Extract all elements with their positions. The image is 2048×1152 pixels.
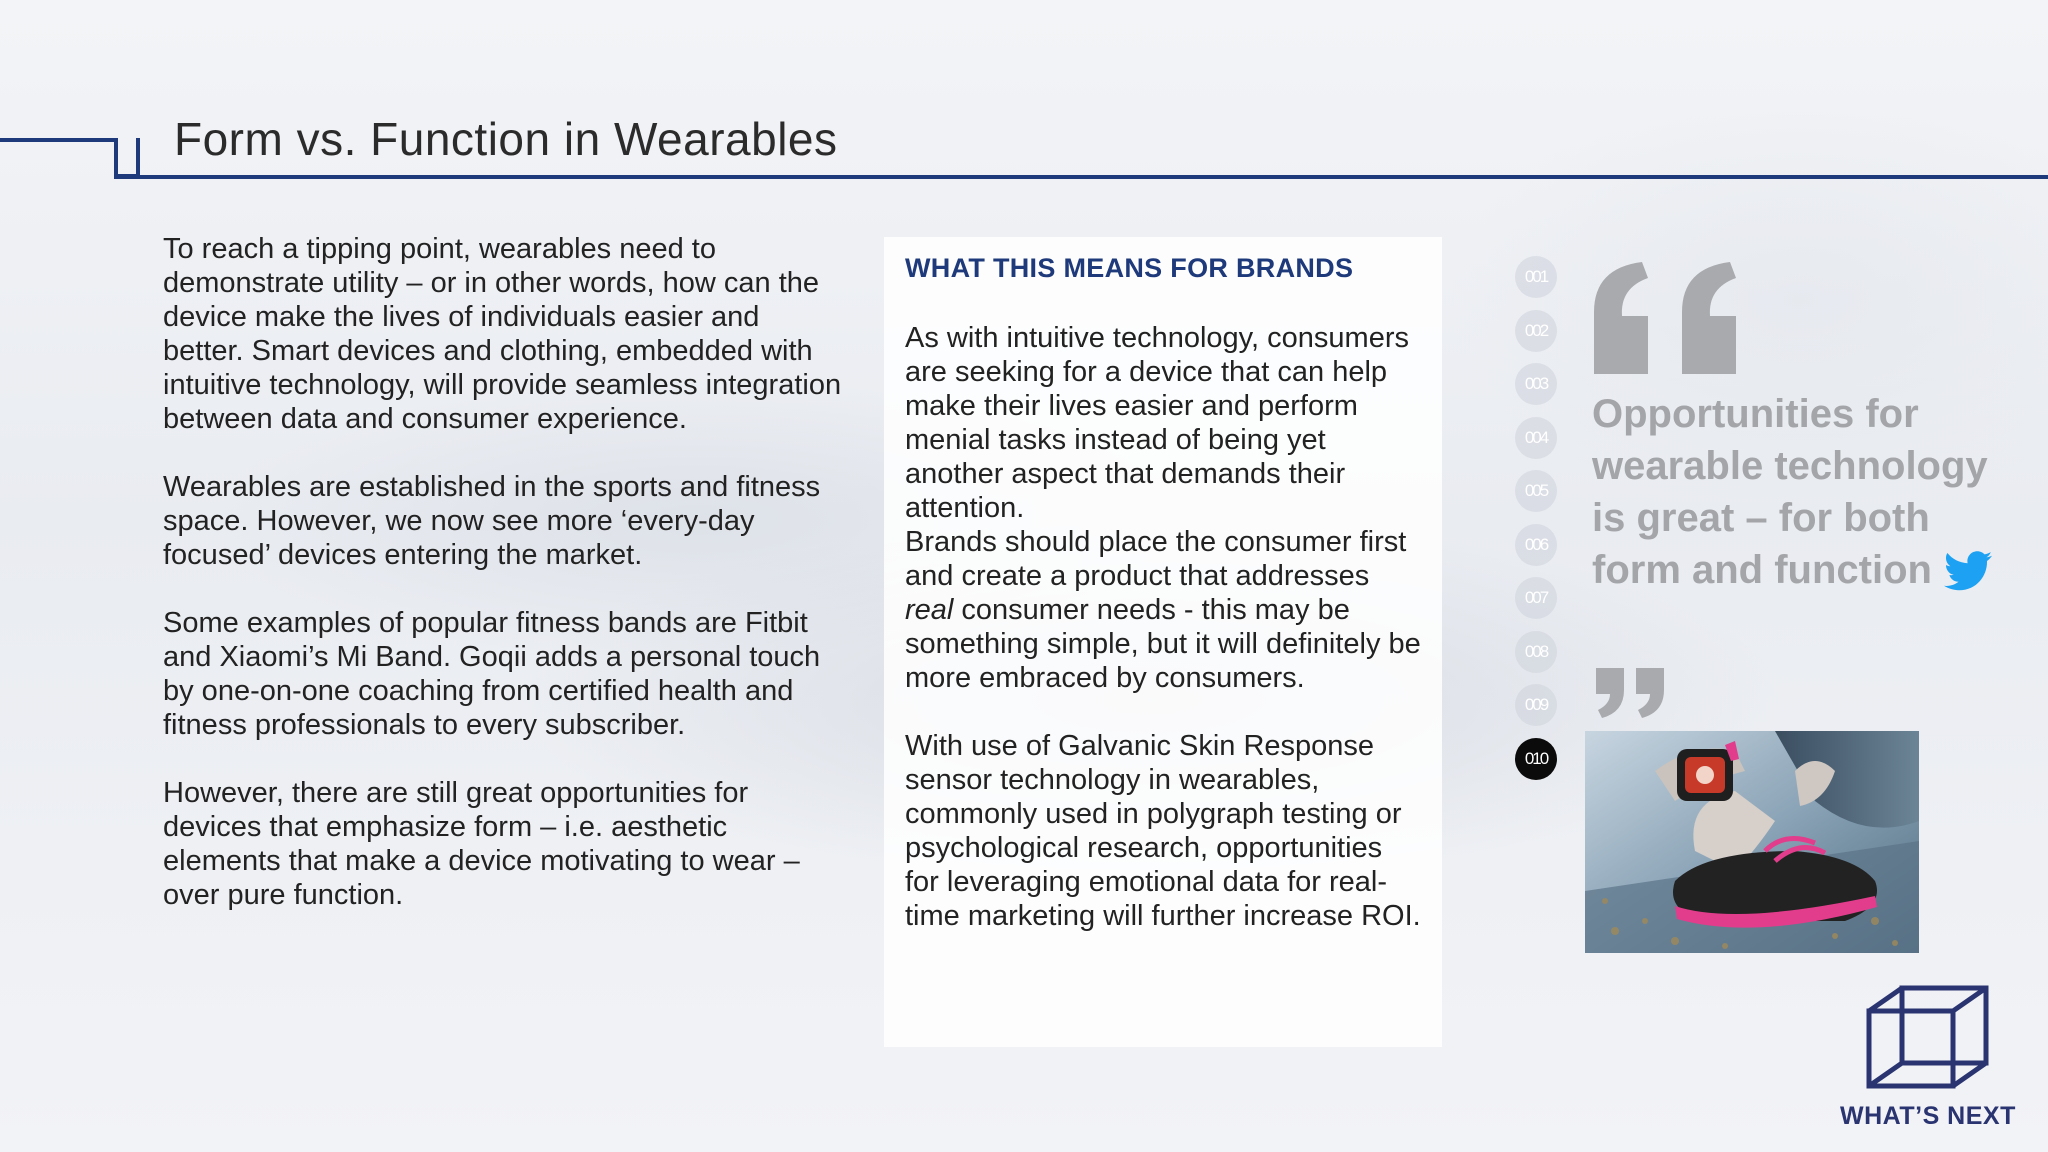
whats-next-logo-text: WHAT’S NEXT: [1840, 1102, 2016, 1130]
brands-text: Brands should place the consumer first and create a product that addresses: [905, 526, 1407, 592]
slide-pager: [1515, 256, 1557, 791]
page-dot[interactable]: 001: [1515, 256, 1557, 298]
pull-quote: [1592, 388, 2012, 596]
close-quote-icon: [1596, 668, 1670, 718]
twitter-icon[interactable]: [1944, 551, 1992, 591]
page-dot[interactable]: 002: [1515, 310, 1557, 352]
pull-quote-text: Opportunities for wearable technology is great – for both form and function: [1592, 392, 1988, 592]
open-quote-icon: [1594, 262, 1744, 374]
page-dot[interactable]: 003: [1515, 363, 1557, 405]
brands-paragraph: As with intuitive technology, consumers are seeking for a device that can help make their lives easier and perform menial tasks instead of being yet another aspect that demands their attention.: [905, 322, 1409, 524]
brands-paragraph: [905, 525, 1422, 695]
header-rule: [114, 175, 2048, 179]
page-dot-active[interactable]: 010: [1515, 738, 1557, 780]
body-paragraph: To reach a tipping point, wearables need to demonstrate utility – or in other words, how can the device make the lives of individuals easier and better. Smart devices and clothing, embedded with intuitive technology, will provide seamless integration between data and consumer experience.: [163, 233, 842, 435]
brands-text: consumer needs - this may be something simple, but it will definitely be more embraced by consumers.: [905, 594, 1421, 694]
page-dot[interactable]: 008: [1515, 631, 1557, 673]
page-dot[interactable]: 004: [1515, 417, 1557, 459]
body-paragraph: Wearables are established in the sports and fitness space. However, we now see more ‘every-day focused’ devices entering the market.: [163, 471, 821, 571]
whats-next-logo-icon: [1866, 985, 1992, 1089]
page-dot[interactable]: 007: [1515, 577, 1557, 619]
header-rule-left: [0, 138, 116, 142]
header-bracket: [114, 138, 140, 178]
body-paragraph: Some examples of popular fitness bands are Fitbit and Xiaomi’s Mi Band. Goqii adds a personal touch by one-on-one coaching from certified health and fitness professionals to every subscriber.: [163, 607, 821, 741]
brands-paragraph: With use of Galvanic Skin Response sensor technology in wearables, commonly used in polygraph testing or psychological research, opportunities for leveraging emotional data for real-time marketing will further increase ROI.: [905, 730, 1421, 932]
page-dot[interactable]: 005: [1515, 470, 1557, 512]
page-dot[interactable]: 009: [1515, 684, 1557, 726]
page-title: Form vs. Function in Wearables: [174, 113, 838, 165]
brands-callout-card: [884, 237, 1442, 1047]
brands-heading: WHAT THIS MEANS FOR BRANDS: [905, 253, 1354, 283]
body-text: [163, 232, 843, 946]
page-dot[interactable]: 006: [1515, 524, 1557, 566]
wearable-runner-photo: [1585, 731, 1919, 953]
body-paragraph: However, there are still great opportunities for devices that emphasize form – i.e. aesthetic elements that make a device motivating to wear – over pure function.: [163, 777, 800, 911]
brands-emphasis: real: [905, 594, 954, 626]
